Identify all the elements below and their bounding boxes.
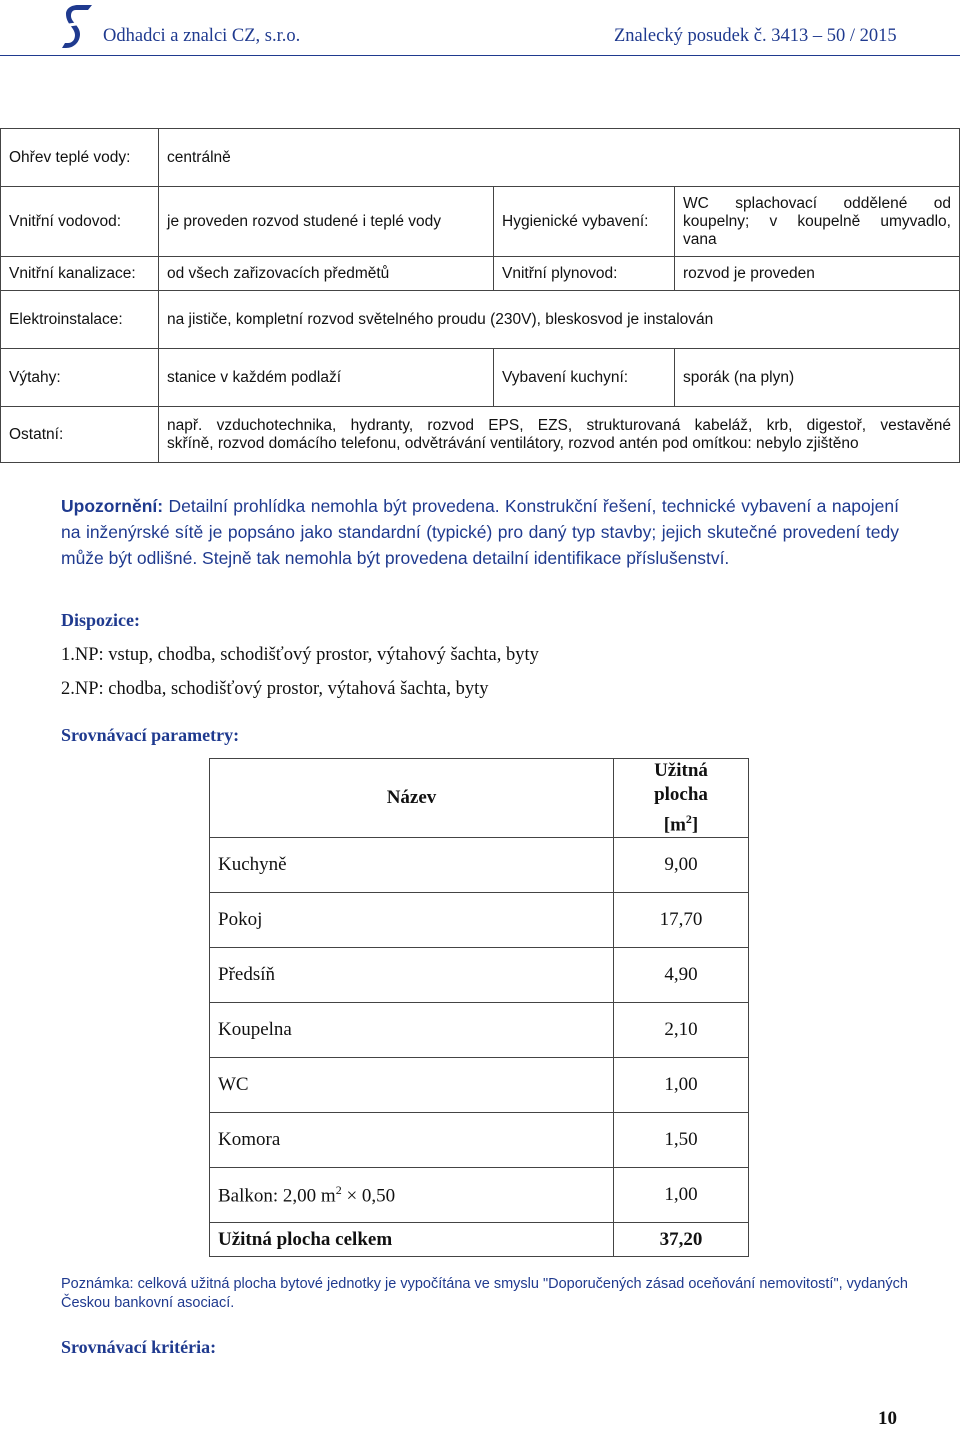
sanitary-line: WC splachovací oddělené od: [683, 194, 951, 212]
balcony-pre: Balkon: 2,00 m: [218, 1185, 336, 1207]
floor-1-description: 1.NP: vstup, chodba, schodišťový prostor, výtahový šachta, byty: [61, 645, 539, 665]
balcony-area: 1,00: [614, 1168, 749, 1223]
report-number: Znalecký posudek č. 3413 – 50 / 2015: [614, 26, 897, 46]
room-area: 17,70: [614, 893, 749, 948]
table-row: [210, 1168, 749, 1223]
table-row: [210, 838, 749, 893]
warning-label: Upozornění:: [61, 496, 164, 516]
unit-sup: 2: [685, 812, 692, 826]
unit-pre: [m: [663, 814, 686, 836]
table-row: [1, 187, 960, 257]
other-value: [159, 407, 960, 463]
room-name: Koupelna: [210, 1003, 614, 1058]
col-area-unit: [614, 807, 748, 837]
hot-water-label: Ohřev teplé vody:: [1, 129, 159, 187]
balcony-name: [210, 1168, 614, 1223]
hot-water-value: centrálně: [159, 129, 960, 187]
sanitary-value: [675, 187, 960, 257]
balcony-post: 0,50: [361, 1185, 396, 1207]
other-label: Ostatní:: [1, 407, 159, 463]
total-area: 37,20: [614, 1223, 749, 1257]
water-supply-label: Vnitřní vodovod:: [1, 187, 159, 257]
table-row: [1, 407, 960, 463]
other-line: skříně, rozvod domácího telefonu, odvětrávání ventilátory, rozvod antén pod omítkou: nebylo zjištěno: [167, 434, 859, 452]
company-logo: [60, 4, 94, 50]
col-area-header: [614, 759, 749, 838]
room-name: Komora: [210, 1113, 614, 1168]
kitchen-value: sporák (na plyn): [675, 349, 960, 407]
electric-value: na jističe, kompletní rozvod světelného proudu (230V), bleskosvod je instalován: [159, 291, 960, 349]
criteria-heading: Srovnávací kritéria:: [61, 1337, 217, 1357]
sewer-label: Vnitřní kanalizace:: [1, 257, 159, 291]
page-number: 10: [878, 1408, 897, 1429]
table-row: [210, 1058, 749, 1113]
params-heading: Srovnávací parametry:: [61, 725, 240, 745]
sanitary-line: koupelny; v koupelně umyvadlo,: [683, 212, 951, 230]
room-area: 4,90: [614, 948, 749, 1003]
lifts-value: stanice v každém podlaží: [159, 349, 494, 407]
room-name: Pokoj: [210, 893, 614, 948]
table-row: [210, 1003, 749, 1058]
sewer-value: od všech zařizovacích předmětů: [159, 257, 494, 291]
room-name: WC: [210, 1058, 614, 1113]
sanitary-label: Hygienické vybavení:: [494, 187, 675, 257]
electric-label: Elektroinstalace:: [1, 291, 159, 349]
room-area: 1,00: [614, 1058, 749, 1113]
floor-2-description: 2.NP: chodba, schodišťový prostor, výtahová šachta, byty: [61, 679, 489, 699]
kitchen-label: Vybavení kuchyní:: [494, 349, 675, 407]
other-line: např. vzduchotechnika, hydranty, rozvod EPS, EZS, strukturovaná kabeláž, krb, digestoř, vestavěné: [167, 416, 951, 434]
room-area: 2,10: [614, 1003, 749, 1058]
table-row: [1, 349, 960, 407]
total-label: Užitná plocha celkem: [210, 1223, 614, 1257]
area-header-row: [210, 759, 749, 838]
multiply-icon: ×: [346, 1185, 358, 1207]
building-equipment-table: [0, 128, 960, 463]
total-row: [210, 1223, 749, 1257]
sanitary-line: vana: [683, 230, 717, 248]
room-area: 9,00: [614, 838, 749, 893]
table-row: [210, 893, 749, 948]
table-row: [210, 948, 749, 1003]
gas-label: Vnitřní plynovod:: [494, 257, 675, 291]
area-table: [209, 758, 749, 1257]
table-row: [1, 257, 960, 291]
col-area-line: Užitná: [654, 760, 708, 781]
note-text: Poznámka: celková užitná plocha bytové jednotky je vypočítána ve smyslu "Doporučených zásad oceňování nemovitostí", vydaných Českou bankovní asociací.: [61, 1276, 908, 1311]
room-area: 1,50: [614, 1113, 749, 1168]
water-supply-value: je proveden rozvod studené i teplé vody: [159, 187, 494, 257]
table-row: [1, 129, 960, 187]
col-area-line: plocha: [654, 784, 708, 805]
warning-paragraph: [61, 493, 899, 571]
dispozice-heading: Dispozice:: [61, 610, 140, 630]
balcony-sup: 2: [335, 1183, 342, 1198]
lifts-label: Výtahy:: [1, 349, 159, 407]
company-name: Odhadci a znalci CZ, s.r.o.: [103, 26, 301, 46]
table-row: [1, 291, 960, 349]
warning-text: Detailní prohlídka nemohla být provedena. Konstrukční řešení, technické vybavení a napojení na inženýrské sítě je popsáno jako standardní (typické) pro daný typ stavby; jejich skutečné provedení tedy může být odlišné. Stejně tak nemohla být provedena detailní identifikace příslušenství.: [61, 496, 899, 568]
room-name: Předsíň: [210, 948, 614, 1003]
header-divider: [0, 55, 960, 56]
unit-post: ]: [691, 814, 699, 836]
room-name: Kuchyně: [210, 838, 614, 893]
gas-value: rozvod je proveden: [675, 257, 960, 291]
col-name-header: Název: [210, 759, 614, 838]
table-row: [210, 1113, 749, 1168]
